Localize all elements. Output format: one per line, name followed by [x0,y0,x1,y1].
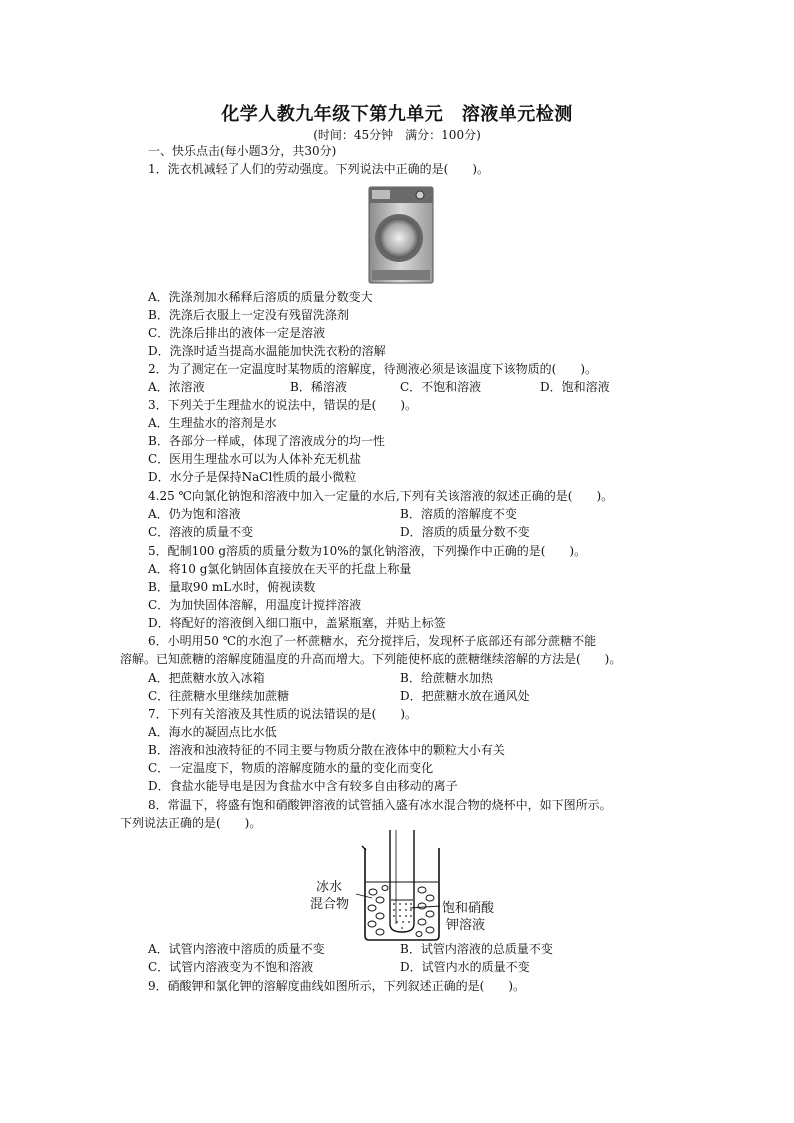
q6-option-b: B．给蔗糖水加热 [400,671,493,685]
q1-option-c: C．洗涤后排出的液体一定是溶液 [148,326,326,340]
q2-option-a: A．浓溶液 [148,380,205,394]
q7-option-a: A．海水的凝固点比水低 [148,725,277,739]
q3-option-c: C．医用生理盐水可以为人体补充无机盐 [148,452,362,466]
q5-option-d: D．将配好的溶液倒入细口瓶中，盖紧瓶塞，并贴上标签 [148,616,446,630]
q4-option-b: B．溶质的溶解度不变 [400,507,517,521]
label-ice-water-mixture: 混合物 [310,897,350,912]
q4-option-d: D．溶质的质量分数不变 [400,525,530,539]
q8-stem-line1: 8．常温下，将盛有饱和硝酸钾溶液的试管插入盛有冰水混合物的烧杯中，如下图所示。 [148,798,612,812]
q3-option-d: D．水分子是保持NaCl性质的最小微粒 [148,470,357,484]
q7-option-d: D．食盐水能导电是因为食盐水中含有较多自由移动的离子 [148,779,458,793]
q3-option-a: A．生理盐水的溶剂是水 [148,416,277,430]
page-title: 化学人教九年级下第九单元 溶液单元检测 [221,104,573,125]
q4-stem: 4.25 ℃向氯化钠饱和溶液中加入一定量的水后,下列有关该溶液的叙述正确的是( )。 [148,489,614,503]
q4-option-c: C．溶液的质量不变 [148,525,254,539]
q8-option-b: B．试管内溶液的总质量不变 [400,942,553,956]
q2-option-b: B．稀溶液 [290,380,347,394]
label-ice-water: 冰水 [316,880,343,895]
page-subtitle: (时间：45分钟 满分：100分) [313,128,481,142]
q6-stem-line1: 6．小明用50 ℃的水泡了一杯蔗糖水，充分搅拌后，发现杯子底部还有部分蔗糖不能 [148,634,597,648]
q3-option-b: B．各部分一样咸，体现了溶液成分的均一性 [148,434,385,448]
q8-stem-line2: 下列说法正确的是( )。 [120,816,262,830]
q5-option-a: A．将10 g氯化钠固体直接放在天平的托盘上称量 [148,562,412,576]
washing-machine-image [368,186,434,284]
q1-option-b: B．洗涤后衣服上一定没有残留洗涤剂 [148,308,349,322]
q5-option-b: B．量取90 mL水时，俯视读数 [148,580,316,594]
q7-option-c: C．一定温度下，物质的溶解度随水的量的变化而变化 [148,761,434,775]
q6-option-a: A．把蔗糖水放入冰箱 [148,671,265,685]
label-potassium-nitrate: 钾溶液 [446,918,486,933]
q7-option-b: B．溶液和浊液特征的不同主要与物质分散在液体中的颗粒大小有关 [148,743,505,757]
q9-stem: 9．硝酸钾和氯化钾的溶解度曲线如图所示，下列叙述正确的是( )。 [148,979,526,993]
q1-option-d: D．洗涤时适当提高水温能加快洗衣粉的溶解 [148,344,386,358]
q8-option-a: A．试管内溶液中溶质的质量不变 [148,942,325,956]
q2-stem: 2．为了测定在一定温度时某物质的溶解度，待测液必须是该温度下该物质的( )。 [148,362,598,376]
q8-option-d: D．试管内水的质量不变 [400,960,530,974]
q6-stem-line2: 溶解。已知蔗糖的溶解度随温度的升高而增大。下列能使杯底的蔗糖继续溶解的方法是( )。 [120,652,622,666]
q8-option-c: C．试管内溶液变为不饱和溶液 [148,960,314,974]
section-heading: 一、快乐点击(每小题3分，共30分) [148,144,337,158]
q4-option-a: A．仍为饱和溶液 [148,507,241,521]
q5-option-c: C．为加快固体溶解，用温度计搅拌溶液 [148,598,362,612]
q6-option-d: D．把蔗糖水放在通风处 [400,689,530,703]
q2-option-d: D．饱和溶液 [540,380,610,394]
q1-option-a: A．洗涤剂加水稀释后溶质的质量分数变大 [148,290,373,304]
q3-stem: 3．下列关于生理盐水的说法中，错误的是( )。 [148,398,417,412]
q1-stem: 1．洗衣机减轻了人们的劳动强度。下列说法中正确的是( )。 [148,162,490,176]
q5-stem: 5．配制100 g溶质的质量分数为10%的氯化钠溶液，下列操作中正确的是( )。 [148,544,587,558]
q7-stem: 7．下列有关溶液及其性质的说法错误的是( )。 [148,707,417,721]
q6-option-c: C．往蔗糖水里继续加蔗糖 [148,689,290,703]
label-saturated-solution: 饱和硝酸 [442,901,495,916]
q2-option-c: C．不饱和溶液 [400,380,482,394]
